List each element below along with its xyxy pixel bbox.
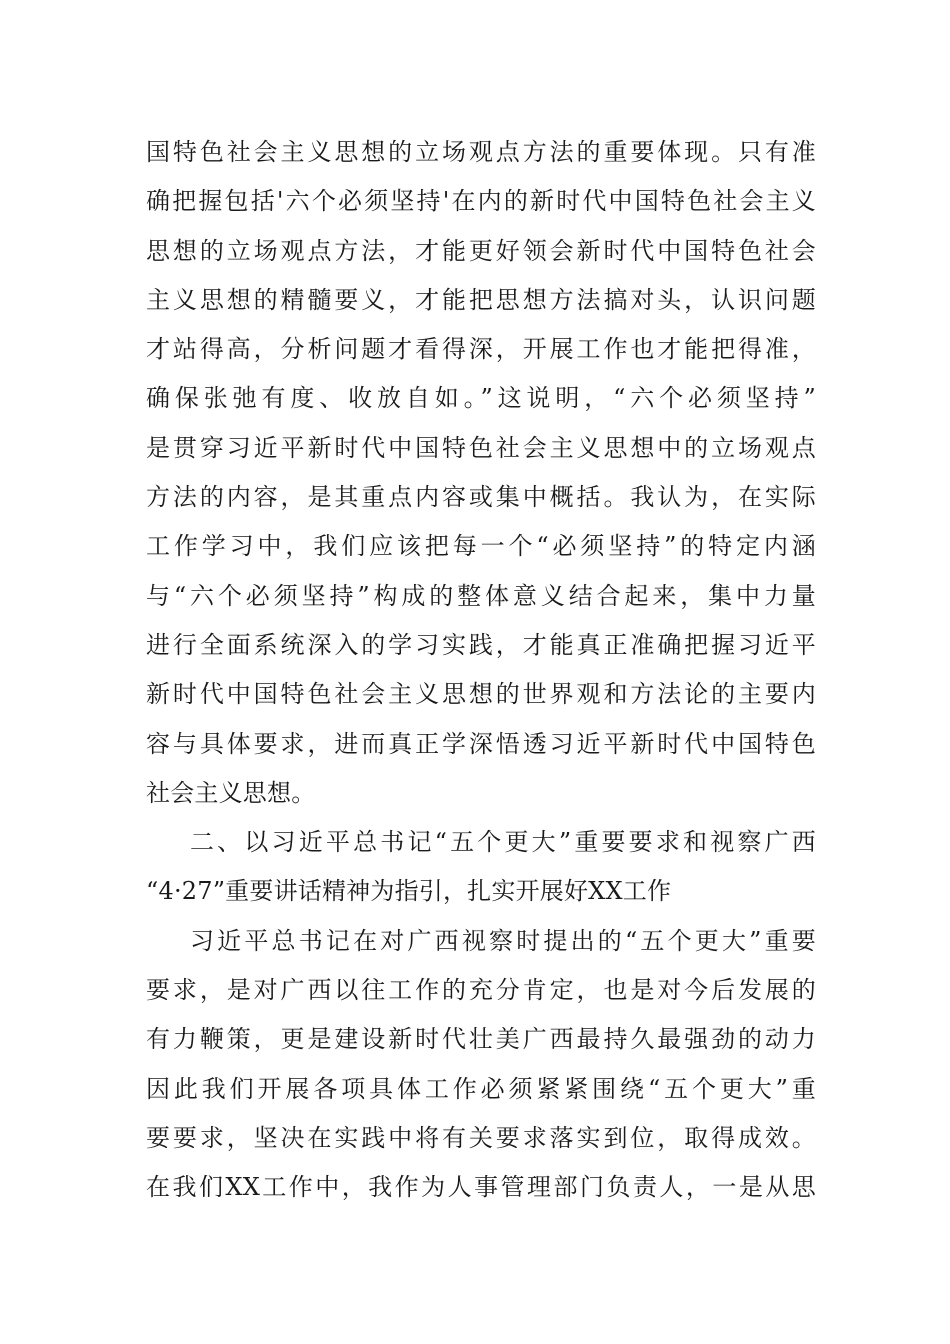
- text-line: 要求，是对广西以往工作的充分肯定，也是对今后发展的: [146, 976, 816, 1005]
- text-line: 与“六个必须坚持”构成的整体意义结合起来，集中力量: [146, 581, 816, 610]
- text-line: 进行全面系统深入的学习实践，才能真正准确把握习近平: [146, 630, 816, 659]
- text-line: 因此我们开展各项具体工作必须紧紧围绕“五个更大”重: [146, 1074, 816, 1103]
- text-line: 确把握包括'六个必须坚持'在内的新时代中国特色社会主义: [146, 187, 816, 216]
- text-line: 容与具体要求，进而真正学深悟透习近平新时代中国特色: [146, 729, 816, 758]
- text-line: 有力鞭策，更是建设新时代壮美广西最持久最强劲的动力: [146, 1025, 816, 1054]
- text-line: 要要求，坚决在实践中将有关要求落实到位，取得成效。: [146, 1123, 816, 1152]
- text-line: “4·27”重要讲话精神为指引，扎实开展好XX工作: [146, 877, 672, 906]
- text-line: 是贯穿习近平新时代中国特色社会主义思想中的立场观点: [146, 433, 816, 462]
- body-text: [146, 128, 816, 1213]
- text-line: 在我们XX工作中，我作为人事管理部门负责人，一是从思: [146, 1173, 816, 1202]
- text-line: 确保张弛有度、收放自如。”这说明，“六个必须坚持”: [146, 384, 816, 413]
- text-line: 方法的内容，是其重点内容或集中概括。我认为，在实际: [146, 483, 816, 512]
- text-line: 思想的立场观点方法，才能更好领会新时代中国特色社会: [146, 236, 816, 265]
- text-line: 二、以习近平总书记“五个更大”重要要求和视察广西: [190, 828, 816, 857]
- text-line: 主义思想的精髓要义，才能把思想方法搞对头，认识问题: [146, 285, 816, 314]
- text-line: 国特色社会主义思想的立场观点方法的重要体现。只有准: [146, 138, 816, 166]
- text-line: 工作学习中，我们应该把每一个“必须坚持”的特定内涵: [146, 532, 816, 561]
- text-line: 社会主义思想。: [146, 778, 316, 807]
- text-line: 才站得高，分析问题才看得深，开展工作也才能把得准，: [146, 335, 816, 364]
- text-line: 习近平总书记在对广西视察时提出的“五个更大”重要: [190, 926, 816, 955]
- text-line: 新时代中国特色社会主义思想的世界观和方法论的主要内: [146, 680, 816, 709]
